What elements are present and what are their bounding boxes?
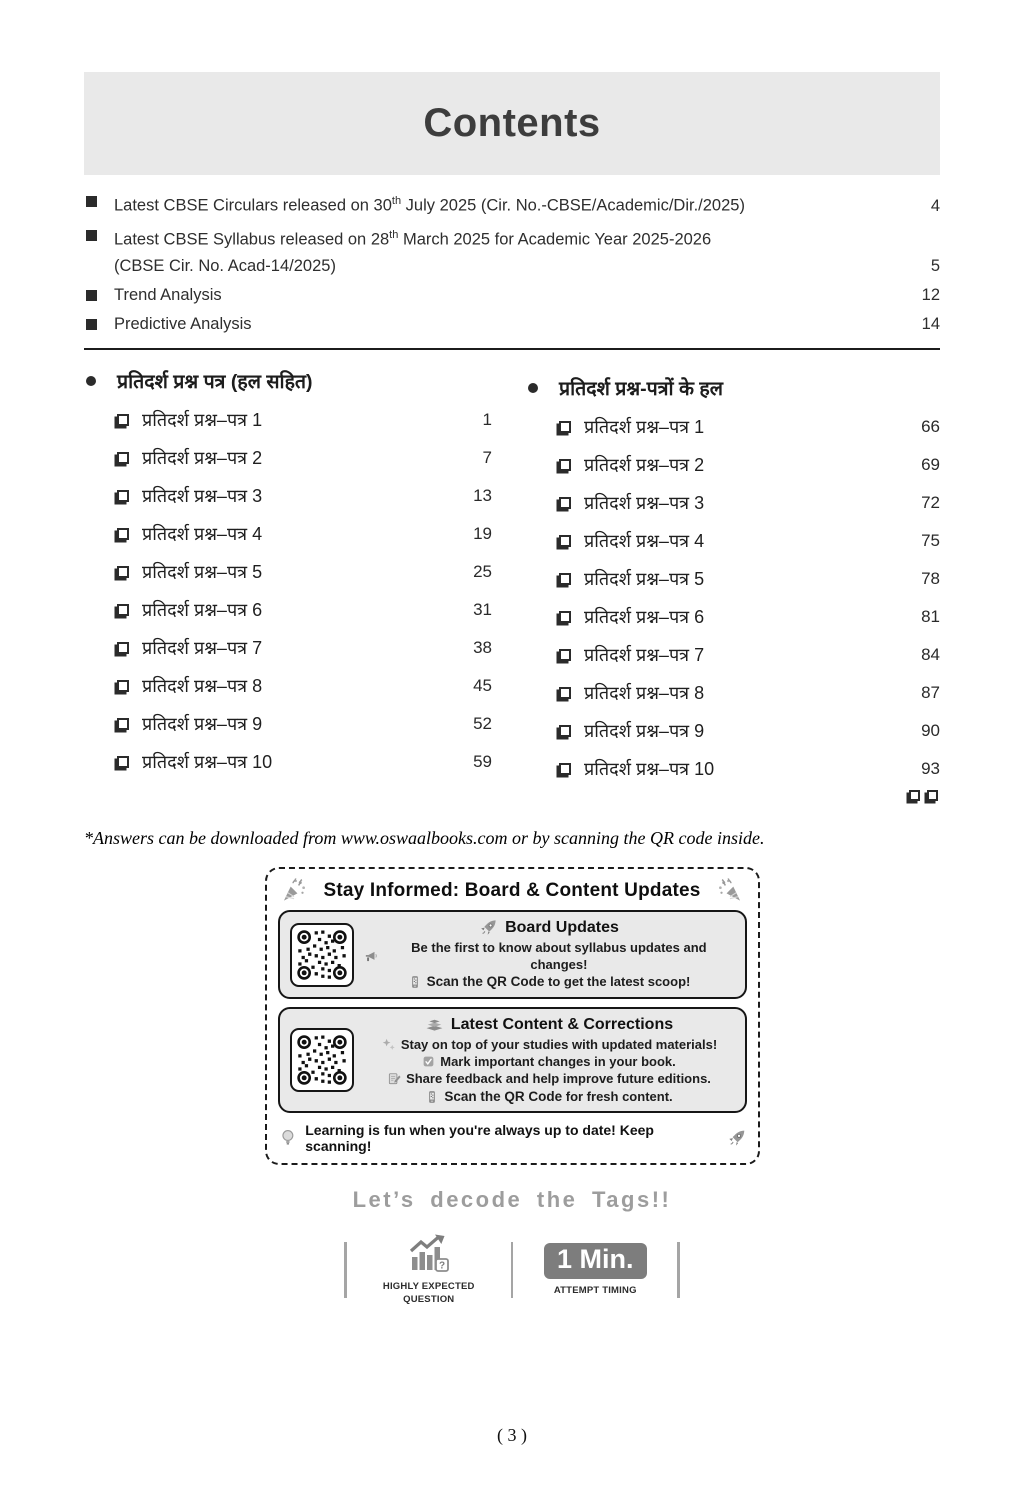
sample-papers-solutions-column: [526, 367, 940, 801]
ordinal-superscript: th: [391, 195, 402, 207]
books-icon: [425, 1015, 444, 1034]
board-updates-panel: [278, 910, 747, 999]
paper-item: [526, 453, 940, 477]
paper-label: प्रतिदर्श प्रश्न–पत्र 9: [142, 714, 263, 734]
toc-list: [84, 188, 940, 338]
section-end-mark: [526, 790, 940, 801]
paper-page-number: 81: [921, 607, 940, 626]
paper-page-number: 1: [482, 410, 492, 429]
panel-line-text: Stay on top of your studies with updated materials!: [400, 1037, 718, 1053]
paper-page-number: 78: [921, 569, 940, 588]
paper-label: प्रतिदर्श प्रश्न–पत्र 5: [142, 562, 263, 582]
qr-scanner-icon: [408, 975, 422, 989]
checkbox-icon: [117, 718, 129, 730]
paper-label: प्रतिदर्श प्रश्न–पत्र 8: [142, 676, 263, 696]
circle-bullet-icon: [86, 376, 96, 386]
divider: [677, 1242, 680, 1298]
paper-item: [84, 446, 492, 470]
checkbox-icon: [117, 490, 129, 502]
panel-title: Board Updates: [505, 918, 619, 936]
panel-line-text: Mark important changes in your book.: [440, 1054, 676, 1070]
square-bullet-icon: [86, 230, 97, 241]
paper-item: [84, 484, 492, 508]
checkbox-icon: [117, 642, 129, 654]
sparkles-icon: [381, 1037, 396, 1052]
qr-code: [290, 923, 354, 987]
paper-label: प्रतिदर्श प्रश्न–पत्र 2: [584, 455, 705, 475]
checkbox-icon: [559, 573, 571, 585]
paper-label: प्रतिदर्श प्रश्न–पत्र 7: [142, 638, 263, 658]
divider: [344, 1242, 347, 1298]
paper-label: प्रतिदर्श प्रश्न–पत्र 1: [142, 410, 263, 430]
end-square-icon: [927, 790, 938, 801]
checkbox-icon: [559, 649, 571, 661]
paper-page-number: 38: [473, 638, 492, 657]
checkbox-icon: [559, 535, 571, 547]
paper-item: [526, 415, 940, 439]
checkbox-icon: [117, 528, 129, 540]
toc-item: [84, 311, 940, 338]
paper-label: प्रतिदर्श प्रश्न–पत्र 2: [142, 448, 263, 468]
paper-item: [84, 408, 492, 432]
page-number: ( 3 ): [497, 1425, 527, 1445]
paper-item: [84, 522, 492, 546]
checkbox-icon: [117, 414, 129, 426]
ordinal-superscript: th: [389, 228, 399, 241]
light-bulb-icon: [278, 1128, 298, 1148]
paper-page-number: 13: [473, 486, 492, 505]
paper-page-number: 90: [921, 721, 940, 740]
rocket-icon: [727, 1128, 747, 1148]
square-bullet-icon: [86, 290, 97, 301]
rocket-icon: [479, 918, 498, 937]
page-title: Contents: [423, 101, 601, 145]
page-content: [0, 72, 1024, 1307]
paper-page-number: 66: [921, 417, 940, 436]
paper-page-number: 75: [921, 531, 940, 550]
paper-item: [526, 605, 940, 629]
paper-page-number: 7: [482, 448, 492, 467]
megaphone-icon: [364, 949, 379, 964]
checkbox-icon: [117, 680, 129, 692]
paper-item: [84, 560, 492, 584]
toc-item-text: Latest CBSE Circulars released on 30: [114, 196, 392, 215]
paper-item: [526, 529, 940, 553]
paper-label: प्रतिदर्श प्रश्न–पत्र 6: [584, 607, 705, 627]
toc-item-text-line2: (CBSE Cir. No. Acad-14/2025): [114, 257, 336, 275]
paper-item: [526, 719, 940, 743]
sample-papers-section: [84, 367, 940, 801]
paper-page-number: 45: [473, 676, 492, 695]
toc-item-text: July 2025 (Cir. No.-CBSE/Academic/Dir./2025): [401, 196, 745, 215]
paper-page-number: 52: [473, 714, 492, 733]
toc-item-text: March 2025 for Academic Year 2025-2026: [398, 230, 712, 248]
latest-content-panel: [278, 1007, 747, 1113]
toc-item-text: Latest CBSE Syllabus released on 28: [114, 230, 390, 248]
checkbox-icon: [117, 452, 129, 464]
toc-page-number: 5: [930, 257, 940, 275]
panel-line-text: Be the first to know about syllabus updates and changes!: [411, 940, 707, 973]
paper-label: प्रतिदर्श प्रश्न–पत्र 4: [584, 531, 705, 551]
paper-page-number: 25: [473, 562, 492, 581]
column-header: प्रतिदर्श प्रश्न पत्र (हल सहित): [117, 371, 313, 393]
trending-chart-question-icon: [405, 1233, 453, 1275]
paper-item: [526, 491, 940, 515]
paper-item: [526, 681, 940, 705]
paper-page-number: 72: [921, 493, 940, 512]
square-bullet-icon: [86, 319, 97, 330]
paper-label: प्रतिदर्श प्रश्न–पत्र 3: [584, 493, 705, 513]
contents-header: [84, 72, 940, 175]
answers-footnote: *Answers can be downloaded from www.oswaalbooks.com or by scanning the QR code inside.: [84, 828, 765, 848]
paper-item: [526, 757, 940, 781]
paper-label: प्रतिदर्श प्रश्न–पत्र 9: [584, 721, 705, 741]
tag-label-line: HIGHLY EXPECTED: [382, 1281, 475, 1293]
paper-label: प्रतिदर्श प्रश्न–पत्र 10: [584, 759, 715, 779]
paper-label: प्रतिदर्श प्रश्न–पत्र 8: [584, 683, 705, 703]
checkbox-icon: [559, 611, 571, 623]
square-bullet-icon: [86, 196, 97, 207]
paper-page-number: 19: [473, 524, 492, 543]
panel-line-text: Share feedback and help improve future editions.: [406, 1071, 711, 1087]
paper-page-number: 31: [473, 600, 492, 619]
checkbox-icon: [117, 566, 129, 578]
column-header: प्रतिदर्श प्रश्न-पत्रों के हल: [559, 378, 723, 400]
paper-item: [526, 643, 940, 667]
panel-line-text: for fresh content.: [562, 1088, 673, 1104]
tags-legend-row: [84, 1233, 940, 1307]
end-square-icon: [909, 790, 920, 801]
circle-bullet-icon: [528, 383, 538, 393]
toc-item-text: Predictive Analysis: [114, 315, 252, 333]
panel-line-text: to get the latest scoop!: [544, 974, 691, 990]
paper-label: प्रतिदर्श प्रश्न–पत्र 4: [142, 524, 263, 544]
check-mark-icon: [422, 1055, 435, 1068]
stay-informed-title: Stay Informed: Board & Content Updates: [323, 879, 701, 901]
paper-item: [84, 636, 492, 660]
paper-item: [84, 712, 492, 736]
panel-line-bold: Scan the QR Code: [426, 974, 545, 990]
paper-page-number: 69: [921, 455, 940, 474]
stay-informed-box: [265, 867, 760, 1165]
qr-code: [290, 1028, 354, 1092]
divider: [511, 1242, 514, 1298]
sample-papers-with-solutions-column: [84, 367, 492, 801]
checkbox-icon: [559, 687, 571, 699]
toc-item-text: Trend Analysis: [114, 286, 222, 304]
paper-item: [84, 750, 492, 774]
tag-label-line: QUESTION: [403, 1294, 455, 1306]
tags-legend-heading: Let’s decode the Tags!!: [352, 1187, 672, 1213]
highly-expected-tag: [374, 1233, 484, 1307]
attempt-timing-tag: [540, 1243, 650, 1297]
paper-label: प्रतिदर्श प्रश्न–पत्र 1: [584, 417, 705, 437]
panel-line-bold: Scan the QR Code: [444, 1088, 563, 1104]
paper-item: [84, 598, 492, 622]
checkbox-icon: [117, 604, 129, 616]
box-footer-text: Learning is fun when you're always up to date! Keep scanning!: [305, 1122, 654, 1155]
toc-page-number: 4: [930, 196, 940, 215]
paper-item: [526, 567, 940, 591]
timing-badge: 1 Min.: [544, 1243, 647, 1278]
paper-label: प्रतिदर्श प्रश्न–पत्र 7: [584, 645, 705, 665]
memo-pencil-icon: [387, 1072, 401, 1086]
toc-page-number: 12: [921, 286, 940, 304]
panel-title: Latest Content & Corrections: [450, 1015, 674, 1033]
toc-item: [84, 188, 940, 220]
checkbox-icon: [117, 756, 129, 768]
checkbox-icon: [559, 421, 571, 433]
toc-page-number: 14: [921, 315, 940, 333]
toc-item: [84, 222, 940, 281]
checkbox-icon: [559, 459, 571, 471]
checkbox-icon: [559, 763, 571, 775]
checkbox-icon: [559, 725, 571, 737]
paper-item: [84, 674, 492, 698]
paper-page-number: 84: [921, 645, 940, 664]
paper-label: प्रतिदर्श प्रश्न–पत्र 5: [584, 569, 705, 589]
paper-label: प्रतिदर्श प्रश्न–पत्र 10: [142, 752, 273, 772]
paper-label: प्रतिदर्श प्रश्न–पत्र 6: [142, 600, 263, 620]
tag-label-line: ATTEMPT TIMING: [553, 1284, 637, 1296]
qr-scanner-icon: [425, 1090, 439, 1104]
paper-page-number: 87: [921, 683, 940, 702]
paper-page-number: 93: [921, 759, 940, 778]
party-popper-icon: [717, 877, 744, 904]
paper-page-number: 59: [473, 752, 492, 771]
party-popper-icon: [280, 877, 307, 904]
checkbox-icon: [559, 497, 571, 509]
paper-label: प्रतिदर्श प्रश्न–पत्र 3: [142, 486, 263, 506]
section-divider: [84, 348, 940, 350]
toc-item: [84, 282, 940, 309]
